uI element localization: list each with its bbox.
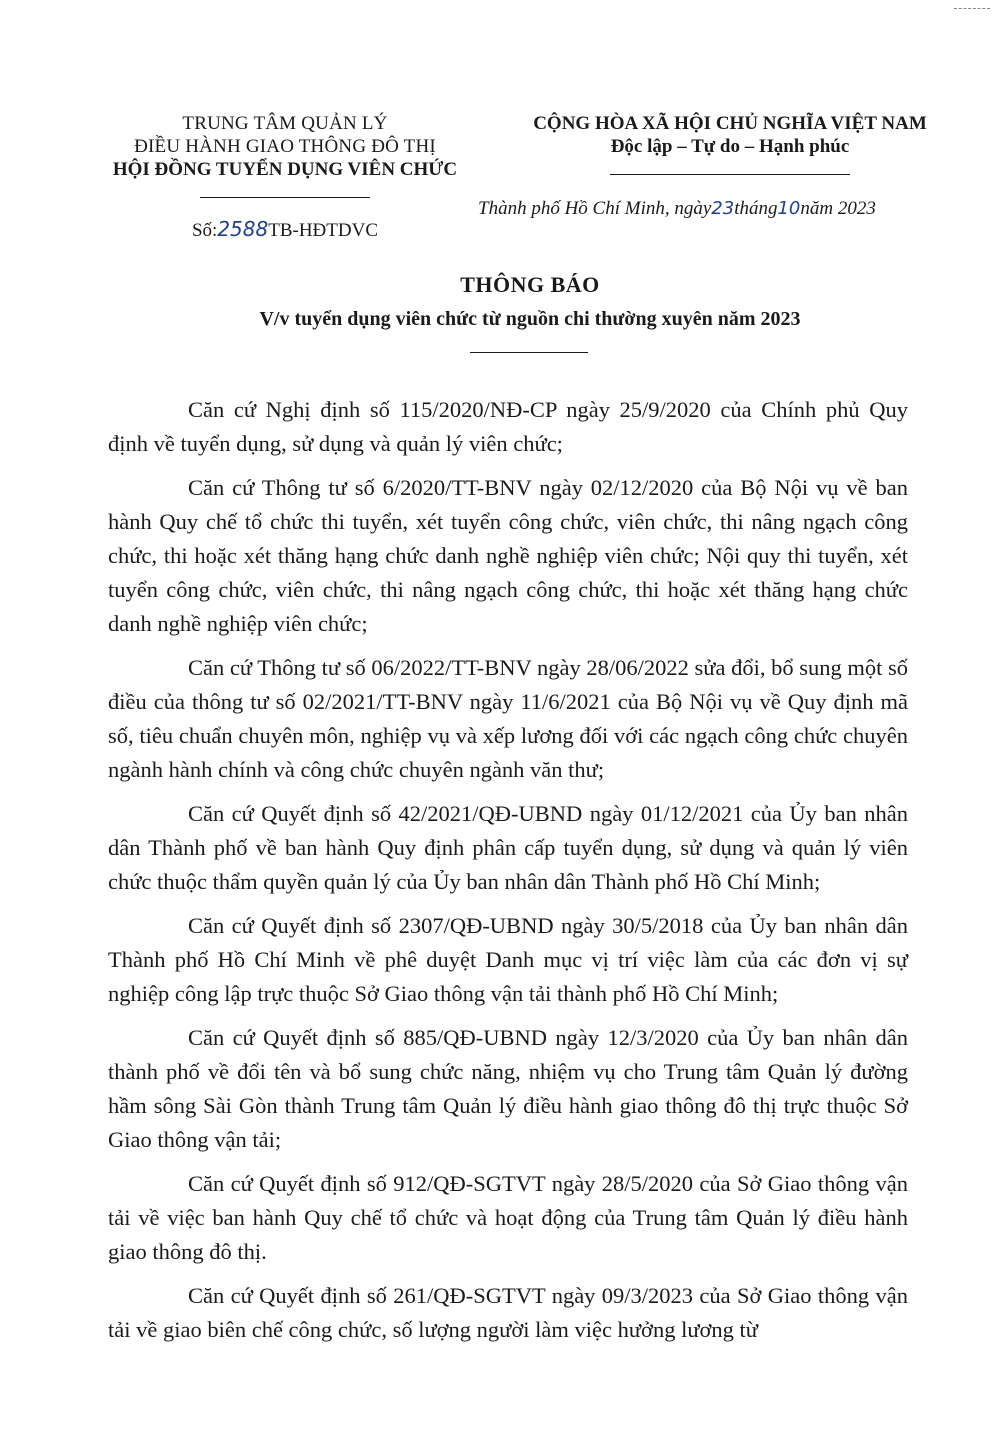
document-number-handwritten: 2588 [217, 217, 269, 241]
paragraph: Căn cứ Quyết định số 42/2021/QĐ-UBND ngày 01/12/2021 của Ủy ban nhân dân Thành phố về ban hành Quy định phân cấp tuyển dụng, sử dụng và quản lý viên chức thuộc thẩm quyền quản lý của Ủy ban nhân dân Thành phố Hồ Chí Minh; [108, 801, 908, 894]
paragraph: Căn cứ Quyết định số 2307/QĐ-UBND ngày 30/5/2018 của Ủy ban nhân dân Thành phố Hồ Chí Minh về phê duyệt Danh mục vị trí việc làm của các đơn vị sự nghiệp công lập trực thuộc Sở Giao thông vận tải thành phố Hồ Chí Minh; [108, 913, 908, 1006]
national-name: CỘNG HÒA XÃ HỘI CHỦ NGHĨA VIỆT NAM [533, 113, 927, 134]
document-subtitle: V/v tuyển dụng viên chức từ nguồn chi thường xuyên năm 2023 [259, 308, 801, 330]
motto-underline [610, 174, 850, 175]
paragraph: Căn cứ Quyết định số 912/QĐ-SGTVT ngày 28/5/2020 của Sở Giao thông vận tải về việc ban hành Quy chế tổ chức và hoạt động của Trung tâm Quản lý điều hành giao thông đô thị. [108, 1171, 908, 1264]
paragraph: Căn cứ Thông tư số 6/2020/TT-BNV ngày 02/12/2020 của Bộ Nội vụ về ban hành Quy chế tổ chức thi tuyển, xét tuyển công chức, viên chức, thi nâng ngạch công chức, thi hoặc xét thăng hạng chức danh nghề nghiệp viên chức; Nội quy thi tuyển, xét tuyển công chức, viên chức, thi nâng ngạch công chức, thi hoặc xét thăng hạng chức danh nghề nghiệp viên chức; [108, 475, 908, 636]
national-motto-block [500, 112, 960, 181]
document-number-label: Số: [191, 220, 218, 241]
document-title: THÔNG BÁO [460, 272, 600, 297]
agency-line-3: HỘI ĐỒNG TUYỂN DỤNG VIÊN CHỨC [112, 159, 458, 180]
agency-line-2: ĐIỀU HÀNH GIAO THÔNG ĐÔ THỊ [134, 136, 436, 157]
date-month-handwritten: 10 [777, 198, 801, 219]
date-year: năm 2023 [800, 198, 876, 219]
document-number-suffix: TB-HĐTDVC [268, 220, 379, 241]
national-motto: Độc lập – Tự do – Hạnh phúc [610, 136, 850, 157]
agency-line-1: TRUNG TÂM QUẢN LÝ [182, 113, 388, 134]
date-month-label: tháng [734, 198, 778, 219]
scan-corner-mark [954, 8, 990, 10]
date-day-handwritten: 23 [711, 198, 735, 219]
title-rule [470, 352, 588, 353]
document-body [108, 393, 908, 1357]
paragraph: Căn cứ Quyết định số 885/QĐ-UBND ngày 12/3/2020 của Ủy ban nhân dân thành phố về đổi tên và bổ sung chức năng, nhiệm vụ cho Trung tâm Quản lý đường hầm sông Sài Gòn thành Trung tâm Quản lý điều hành giao thông đô thị trực thuộc Sở Giao thông vận tải; [108, 1025, 908, 1152]
issuing-agency-block [60, 112, 510, 242]
document-date [478, 198, 938, 220]
paragraph: Căn cứ Nghị định số 115/2020/NĐ-CP ngày 25/9/2020 của Chính phủ Quy định về tuyển dụng, sử dụng và quản lý viên chức; [108, 397, 908, 456]
paragraph: Căn cứ Thông tư số 06/2022/TT-BNV ngày 28/06/2022 sửa đổi, bổ sung một số điều của thông tư số 02/2021/TT-BNV ngày 11/6/2021 của Bộ Nội vụ về Quy định mã số, tiêu chuẩn chuyên môn, nghiệp vụ và xếp lương đối với các ngạch công chức chuyên ngành hành chính và công chức chuyên ngành văn thư; [108, 655, 908, 782]
paragraph: Căn cứ Quyết định số 261/QĐ-SGTVT ngày 09/3/2023 của Sở Giao thông vận tải về giao biên chế công chức, số lượng người làm việc hưởng lương từ [108, 1283, 908, 1342]
document-number [60, 218, 510, 242]
date-prefix: Thành phố Hồ Chí Minh, ngày [478, 198, 712, 219]
agency-underline [200, 197, 370, 198]
